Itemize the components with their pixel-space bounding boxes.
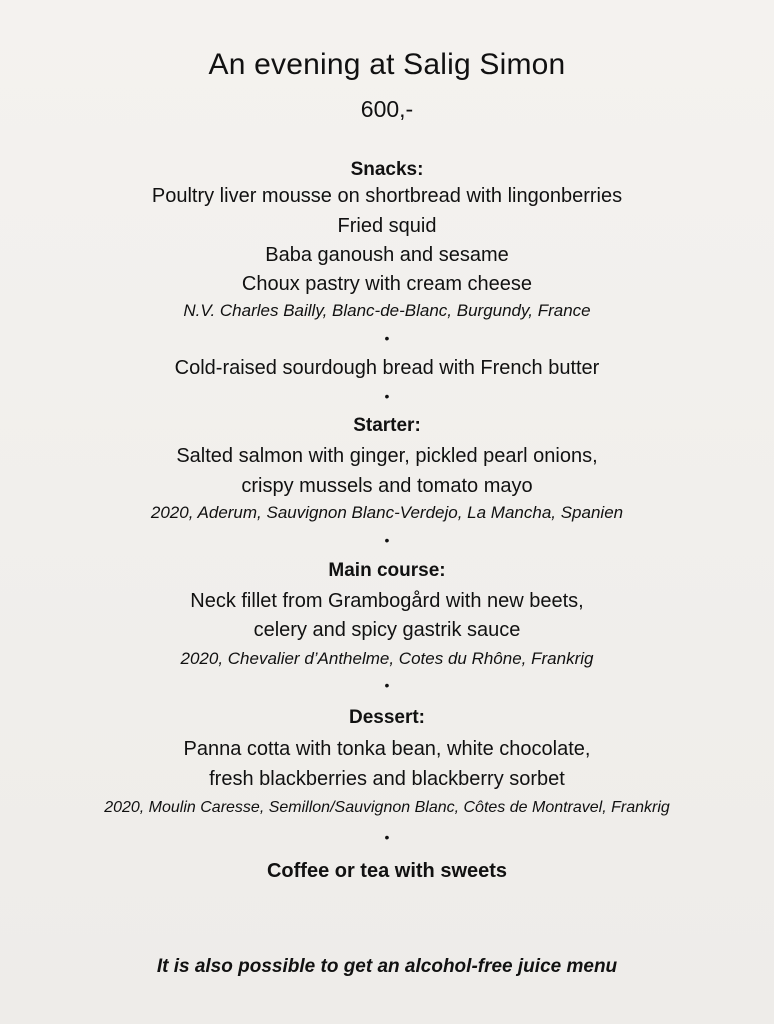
main-course-item: Neck fillet from Grambogård with new beets, [190,590,584,612]
bread-item: Cold-raised sourdough bread with French butter [174,357,600,379]
main-course-heading: Main course: [328,560,446,581]
dessert-wine: 2020, Moulin Caresse, Semillon/Sauvignon Blanc, Côtes de Montravel, Frankrig [104,799,670,816]
starter-item: crispy mussels and tomato mayo [241,475,533,497]
dessert-item: fresh blackberries and blackberry sorbet [209,768,565,790]
main-course-item: celery and spicy gastrik sauce [253,619,521,641]
coffee-item: Coffee or tea with sweets [266,860,508,882]
dessert-item: Panna cotta with tonka bean, white chocolate, [183,738,591,760]
snack-item: Poultry liver mousse on shortbread with lingonberries [151,185,623,207]
menu-title: An evening at Salig Simon [208,48,566,81]
snack-item: Baba ganoush and sesame [265,244,509,266]
snacks-heading: Snacks: [350,159,424,180]
starter-heading: Starter: [353,415,421,436]
separator-bullet: • [384,330,390,346]
separator-bullet: • [384,532,390,548]
starter-item: Salted salmon with ginger, pickled pearl onions, [176,445,598,467]
dessert-heading: Dessert: [348,707,426,728]
separator-bullet: • [384,677,390,693]
separator-bullet: • [384,388,390,404]
snack-item: Choux pastry with cream cheese [241,273,533,295]
starter-wine: 2020, Aderum, Sauvignon Blanc-Verdejo, La Mancha, Spanien [150,503,624,522]
snacks-wine: N.V. Charles Bailly, Blanc-de-Blanc, Burgundy, France [183,301,591,320]
main-course-wine: 2020, Chevalier d’Anthelme, Cotes du Rhône, Frankrig [180,649,594,668]
snack-item: Fried squid [337,215,437,237]
juice-menu-note: It is also possible to get an alcohol-free juice menu [156,956,618,977]
menu-price: 600,- [360,96,414,122]
separator-bullet: • [384,829,390,845]
